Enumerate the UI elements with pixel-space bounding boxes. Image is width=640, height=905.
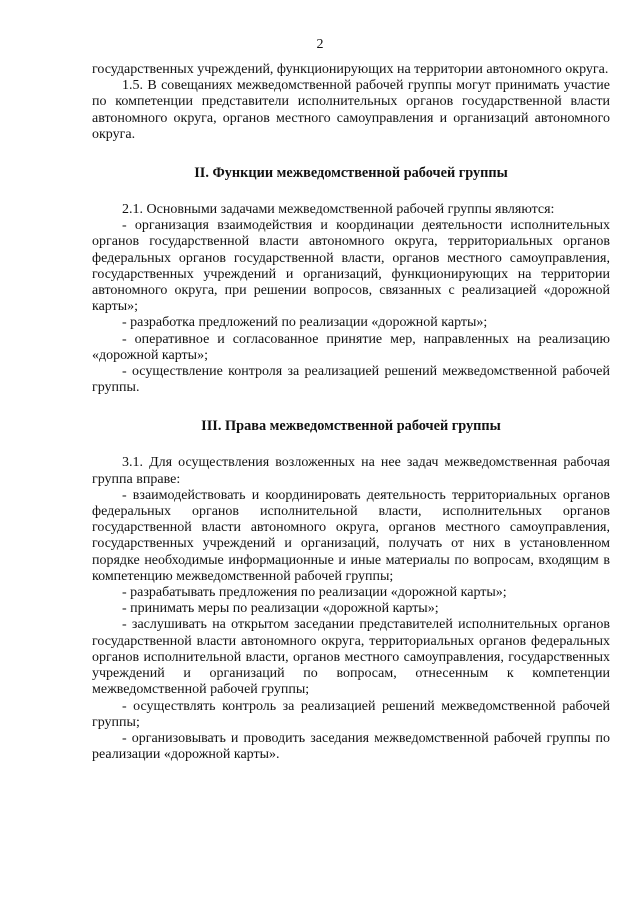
list-item: - разработка предложений по реализации «дорожной карты»; xyxy=(122,315,488,331)
paragraph-continuation: государственных учреждений, функционирующих на территории автономного округа. xyxy=(92,62,609,77)
list-item: - оперативное и согласованное принятие мер, направленных на реализацию «дорожной карты»; xyxy=(92,331,610,363)
list-item: - заслушивать на открытом заседании представителей исполнительных органов государственной власти автономного округа, территориальных органов федеральных органов исполнительной власти, органов местного самоуправления, государственных учреждений и организаций по вопросам, отнесенным к компетенции межведомственной рабочей группы; xyxy=(92,617,610,698)
document-body xyxy=(92,62,610,763)
section-3-heading: III. Права межведомственной рабочей группы xyxy=(201,418,501,435)
list-item: - принимать меры по реализации «дорожной карты»; xyxy=(122,601,439,617)
list-item: - осуществление контроля за реализацией решений межведомственной рабочей группы. xyxy=(92,364,610,396)
section-2-heading: II. Функции межведомственной рабочей группы xyxy=(194,165,508,182)
list-item: - организация взаимодействия и координации деятельности исполнительных органов государственной власти автономного округа, территориальных органов федеральных органов государственной власти, органов местного самоуправления, государственных учреждений и организаций, функционирующих на территории автономного округа, при решении вопросов, связанных с реализацией «дорожной карты»; xyxy=(92,218,610,315)
paragraph-3-1: 3.1. Для осуществления возложенных на нее задач межведомственная рабочая группа вправе: xyxy=(92,455,610,487)
list-item: - взаимодействовать и координировать деятельность территориальных органов федеральных органов исполнительной власти, исполнительных органов государственной власти автономного округа, органов местного самоуправления, государственных учреждений и организаций, получать от них в установленном порядке необходимые информационные и иные материалы по вопросам, входящим в компетенцию межведомственной рабочей группы; xyxy=(92,487,610,584)
list-item: - разрабатывать предложения по реализации «дорожной карты»; xyxy=(122,585,507,601)
paragraph-2-1: 2.1. Основными задачами межведомственной рабочей группы являются: xyxy=(122,202,555,218)
paragraph-1-5: 1.5. В совещаниях межведомственной рабочей группы могут принимать участие по компетенции представители исполнительных органов государственной власти автономного округа, органов местного самоуправления и организаций автономного округа. xyxy=(92,78,610,142)
list-item: - осуществлять контроль за реализацией решений межведомственной рабочей группы; xyxy=(92,698,610,730)
page-number: 2 xyxy=(316,37,324,52)
list-item: - организовывать и проводить заседания межведомственной рабочей группы по реализации «дорожной карты». xyxy=(92,730,610,763)
